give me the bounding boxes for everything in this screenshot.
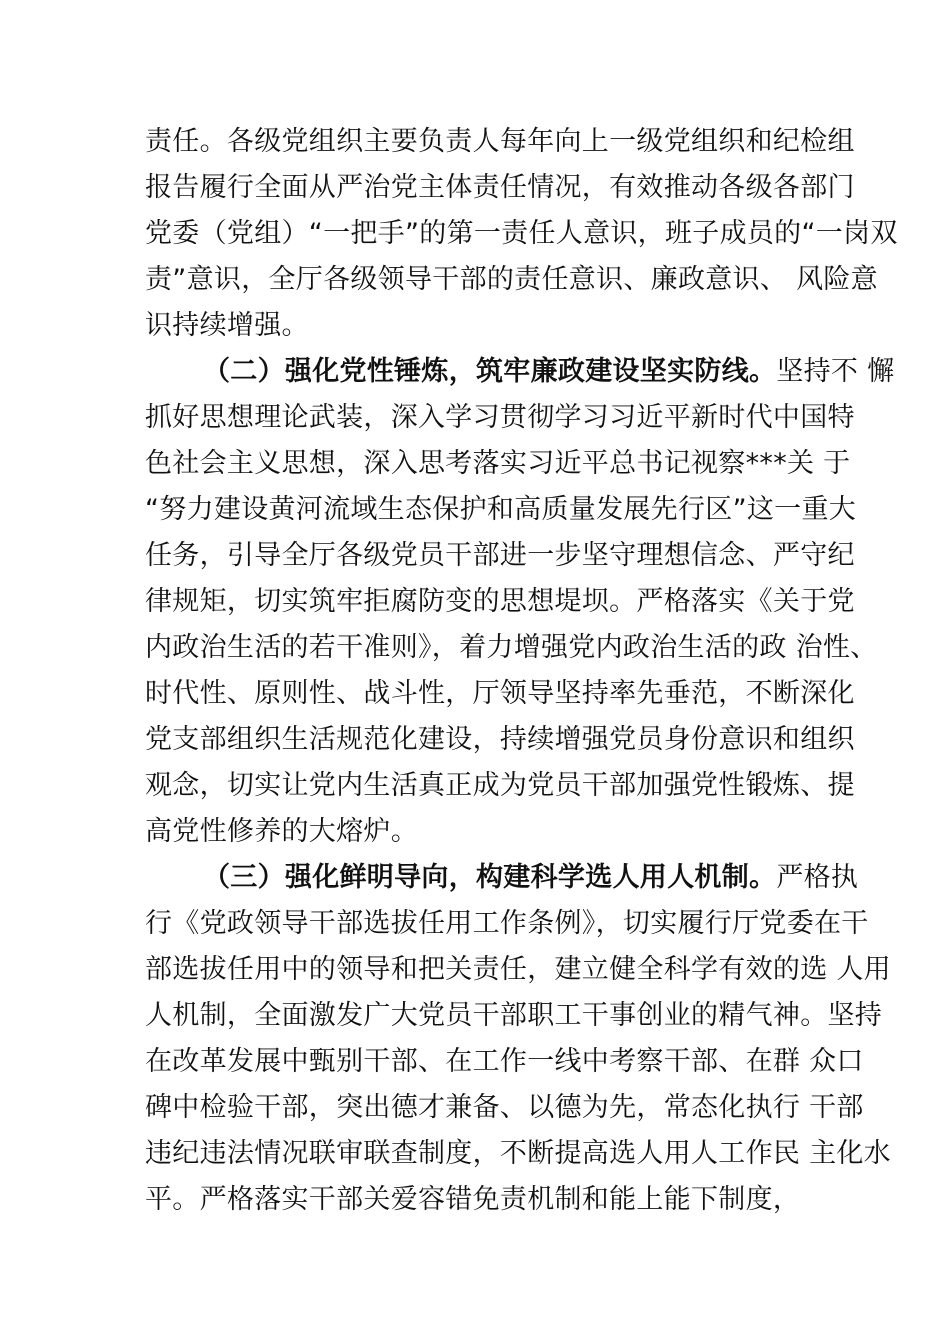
paragraph-line: 任务，引导全厅各级党员干部进一步坚守理想信念、严守纪 bbox=[145, 540, 855, 571]
paragraph-line: 在改革发展中甄别干部、在工作一线中考察干部、在群 众口 bbox=[145, 1046, 864, 1077]
paragraph-line: 人机制，全面激发广大党员干部职工干事创业的精气神。坚持 bbox=[145, 1000, 883, 1031]
paragraph-line: 观念，切实让党内生活真正成为党员干部加强党性锻炼、提 bbox=[145, 770, 855, 801]
paragraph-line: 识持续增强。 bbox=[145, 310, 309, 341]
paragraph-line: 报告履行全面从严治党主体责任情况，有效推动各级各部门 bbox=[145, 172, 855, 203]
paragraph-line: 内政治生活的若干准则》，着力增强党内政治生活的政 治性、 bbox=[145, 632, 878, 663]
paragraph-line: 色社会主义思想，深入思考落实习近平总书记视察***关 于 bbox=[145, 448, 851, 479]
section-3-heading: （三）强化鲜明导向，构建科学选人用人机制。 bbox=[203, 862, 777, 893]
paragraph-line: 部选拔任用中的领导和把关责任，建立健全科学有效的选 人用 bbox=[145, 954, 891, 985]
paragraph-line: 碑中检验干部，突出德才兼备、以德为先，常态化执行 干部 bbox=[145, 1092, 864, 1123]
paragraph-line: 党委（党组）“一把手”的第一责任人意识，班子成员的“一岗双 bbox=[145, 218, 898, 249]
paragraph-line: 责任。各级党组织主要负责人每年向上一级党组织和纪检组 bbox=[145, 126, 855, 157]
paragraph-line: “努力建设黄河流域生态保护和高质量发展先行区”这一重大 bbox=[145, 494, 857, 525]
section-2-first-line bbox=[203, 352, 894, 392]
section-3-first-line bbox=[203, 858, 858, 898]
section-2-first-line-text: 坚持不 懈 bbox=[776, 356, 895, 387]
paragraph-line: 党支部组织生活规范化建设，持续增强党员身份意识和组织 bbox=[145, 724, 855, 755]
paragraph-line: 行《党政领导干部选拔任用工作条例》，切实履行厅党委在干 bbox=[145, 908, 869, 939]
paragraph-line: 责”意识，全厅各级领导干部的责任意识、廉政意识、 风险意 bbox=[145, 264, 878, 295]
paragraph-line: 违纪违法情况联审联查制度，不断提高选人用人工作民 主化水 bbox=[145, 1138, 891, 1169]
paragraph-line: 高党性修养的大熔炉。 bbox=[145, 816, 418, 847]
paragraph-line: 时代性、原则性、战斗性，厅领导坚持率先垂范，不断深化 bbox=[145, 678, 855, 709]
section-3-first-line-text: 严格执 bbox=[776, 862, 859, 893]
section-2-heading: （二）强化党性锤炼，筑牢廉政建设坚实防线。 bbox=[203, 356, 777, 387]
paragraph-line: 平。严格落实干部关爱容错免责机制和能上能下制度， bbox=[145, 1184, 801, 1215]
paragraph-line: 抓好思想理论武装，深入学习贯彻学习习近平新时代中国特 bbox=[145, 402, 855, 433]
paragraph-line: 律规矩，切实筑牢拒腐防变的思想堤坝。严格落实《关于党 bbox=[145, 586, 855, 617]
